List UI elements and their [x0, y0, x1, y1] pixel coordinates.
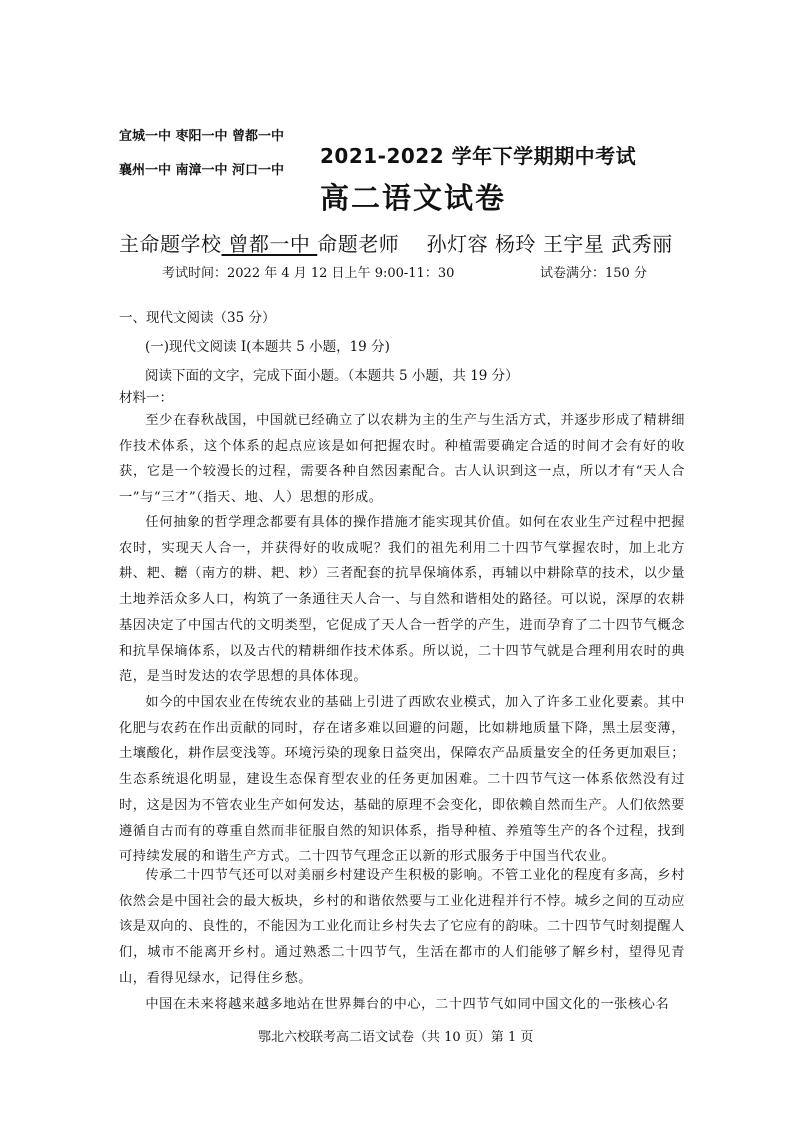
page-footer: 鄂北六校联考高二语文试卷（共 10 页）第 1 页: [258, 1030, 534, 1045]
main-title: 高二语文试卷: [320, 181, 507, 215]
host-line: [119, 228, 673, 257]
paragraph-2: 任何抽象的哲学理念都要有具体的操作措施才能实现其价值。如何在农业生产过程中把握农时，实现天人合一，并获得好的收成呢？我们的祖先利用二十四节气掌握农时，加上北方耕、耙、耱（南方的耕、耙、耖）三者配套的抗旱保墒体系，再辅以中耕除草的技术，以少量土地养活众多人口，构筑了一条通往天人合一、与自然和谐相处的路径。可以说，深厚的农耕基因决定了中国古代的文明类型，它促成了天人合一哲学的产生，进而孕育了二十四节气概念和抗旱保墒体系，以及古代的精耕细作技术体系。所以说，二十四节气就是合理利用农时的典范，是当时发达的农学思想的具体体现。: [119, 515, 685, 685]
section-title: 一、现代文阅读（35 分）: [119, 310, 276, 326]
section-subtitle: (一)现代文阅读 I(本题共 5 小题，19 分): [145, 339, 390, 355]
teachers: 孙灯容 杨玲 王宇星 武秀丽: [426, 232, 673, 256]
paragraph-1: 至少在春秋战国，中国就已经确立了以农耕为主的生产与生活方式，并逐步形成了精耕细作技术体系，这个体系的起点应该是如何把握农时。种植需要确定合适的时间才会有好的收获，它是一个较漫长的过程，需要各种自然因素配合。古人认识到这一点，所以才有“天人合一”与“三才”（指天、地、人）思想的形成。: [119, 413, 685, 506]
schools-line-1: 宜城一中 枣阳一中 曾都一中: [119, 129, 285, 144]
teacher-label: 命题老师: [317, 232, 400, 256]
paragraph-3: 如今的中国农业在传统农业的基础上引进了西欧农业模式，加入了许多工业化要素。其中化肥与农药在作出贡献的同时，存在诸多难以回避的问题，比如耕地质量下降，黑土层变薄，土壤酸化，耕作层变浅等。环境污染的现象日益突出，保障农产品质量安全的任务更加艰巨；生态系统退化明显，建设生态保育型农业的任务更加困难。二十四节气这一体系依然没有过时，这是因为不管农业生产如何发达，基础的原理不会变化，即依赖自然而生产。人们依然要遵循自古而有的尊重自然而非征服自然的知识体系，指导种植、养殖等生产的各个过程，找到可持续发展的和谐生产方式。二十四节气理念正以新的形式服务于中国当代农业。: [119, 695, 685, 865]
full-score: 试卷满分：150 分: [540, 266, 647, 281]
host-school: 曾都一中: [221, 232, 318, 256]
exam-title: 2021-2022 学年下学期期中考试: [320, 144, 637, 168]
exam-time: 考试时间：2022 年 4 月 12 日上午 9:00-11：30: [162, 266, 455, 281]
section-instruction: 阅读下面的文字，完成下面小题。（本题共 5 小题，共 19 分）: [145, 368, 519, 384]
paragraph-4: 传承二十四节气还可以对美丽乡村建设产生积极的影响。不管工业化的程度有多高，乡村依然会是中国社会的最大板块，乡村的和谐依然要与工业化进程并行不悖。城乡之间的互动应该是双向的、良性的，不能因为工业化而让乡村失去了它应有的韵味。二十四节气时刻提醒人们，城市不能离开乡村。通过熟悉二十四节气，生活在都市的人们能够了解乡村，望得见青山，看得见绿水，记得住乡愁。: [119, 868, 685, 986]
paragraph-5: 中国在未来将越来越多地站在世界舞台的中心，二十四节气如同中国文化的一张核心名: [145, 997, 670, 1012]
host-label: 主命题学校: [119, 232, 222, 256]
material-label: 材料一：: [119, 390, 173, 406]
schools-line-2: 襄州一中 南漳一中 河口一中: [119, 163, 285, 178]
